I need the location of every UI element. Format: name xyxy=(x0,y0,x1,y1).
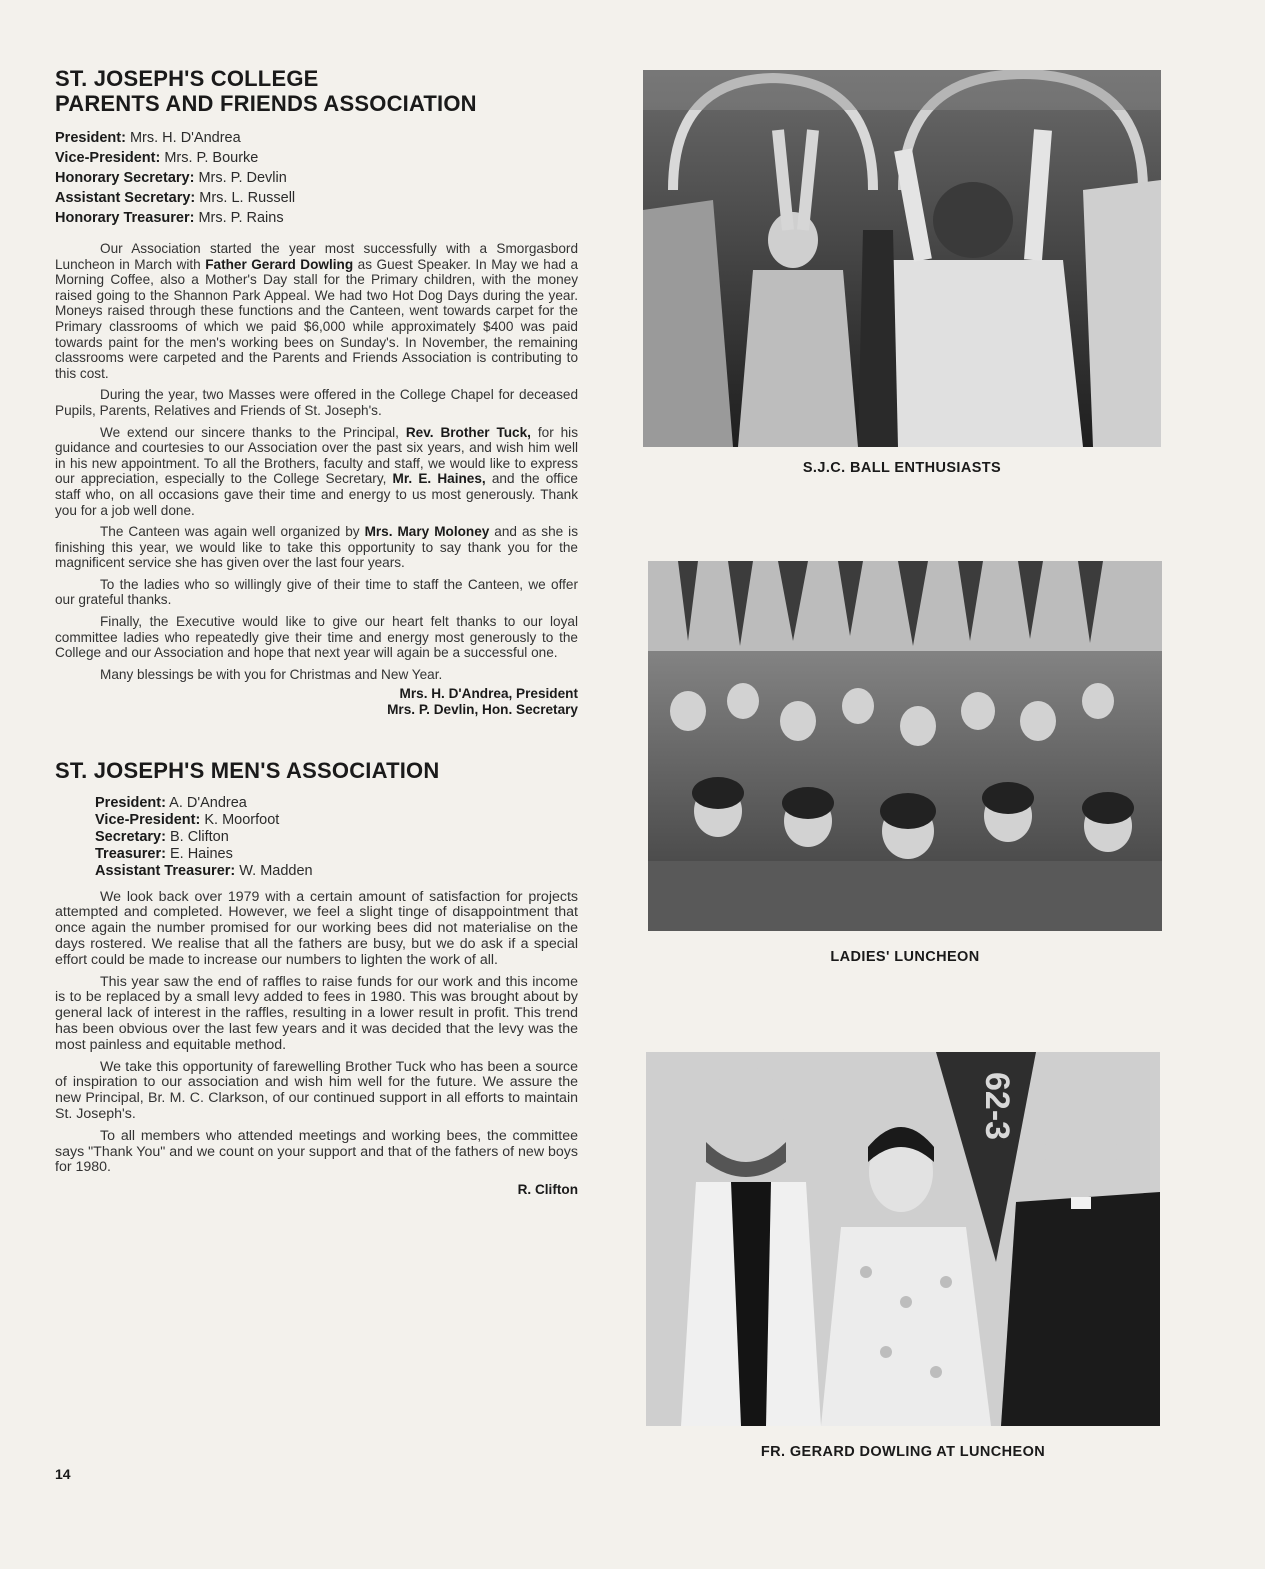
men-officer: President: A. D'Andrea xyxy=(95,794,247,811)
pa-officer: Honorary Secretary: Mrs. P. Devlin xyxy=(55,170,287,186)
pa-officers xyxy=(55,128,578,228)
pa-officer: Assistant Secretary: Mrs. L. Russell xyxy=(55,190,296,206)
pa-paragraph-5: To the ladies who so willingly give of their time to staff the Canteen, we offer our grateful thanks. xyxy=(55,576,578,608)
caption-ladies-luncheon: LADIES' LUNCHEON xyxy=(830,949,980,965)
photo-ladies-luncheon xyxy=(648,561,1162,931)
men-paragraph-4: To all members who attended meetings and working bees, the committee says "Thank You" and we count on your support and that of the fathers of new boys for 1980. xyxy=(55,1127,578,1176)
banner-text: 62-3 xyxy=(978,1072,1016,1141)
photo-ball-enthusiasts xyxy=(643,70,1161,447)
pa-signature-secretary: Mrs. P. Devlin, Hon. Secretary xyxy=(387,702,578,718)
pa-title xyxy=(55,66,578,116)
pa-paragraph-4: The Canteen was again well organized by Mrs. Mary Moloney and as she is finishing this year, we would like to take this opportunity to say thank you for the magnificent service she has given over the last four years. xyxy=(55,524,578,571)
men-officer: Secretary: B. Clifton xyxy=(95,828,229,845)
men-paragraph-1: We look back over 1979 with a certain amount of satisfaction for projects attempted and completed. However, we feel a slight tinge of disappointment that once again the number promised for our working bees did not materialise on the days rostered. We realise that all the fathers are busy, but we do ask if a special effort could be made to increase our numbers to lighten the work of all. xyxy=(55,888,578,968)
men-officer: Vice-President: K. Moorfoot xyxy=(95,811,280,828)
men-title: ST. JOSEPH'S MEN'S ASSOCIATION xyxy=(55,757,440,783)
pa-officer: President: Mrs. H. D'Andrea xyxy=(55,130,241,146)
men-paragraph-2: This year saw the end of raffles to raise funds for our work and this income is to be replaced by a small levy added to fees in 1980. This was brought about by general lack of interest in the raffles, resulting in a lower result in profit. This trend has been obvious over the last few years and it was decided that the levy was the most painless and equitable method. xyxy=(55,973,578,1053)
pa-paragraph-1: Our Association started the year most successfully with a Smorgasbord Luncheon in March with Father Gerard Dowling as Guest Speaker. In May we had a Morning Coffee, also a Mother's Day stall for the Primary children, with the money raised going to the Shannon Park Appeal. We had two Hot Dog Days during the year. Moneys raised through these functions and the Canteen, went towards carpet for the Primary classrooms of which we paid $6,000 while approximately $400 was paid towards paint for the men's working bees on Sunday's. In November, the remaining classrooms were carpeted and the Parents and Friends Association is contributing to this cost. xyxy=(55,241,579,381)
pa-title-line2: PARENTS AND FRIENDS ASSOCIATION xyxy=(55,91,477,116)
men-officer: Assistant Treasurer: W. Madden xyxy=(95,862,313,879)
photo-fr-gerard-dowling xyxy=(646,1052,1160,1426)
caption-ball-enthusiasts: S.J.C. BALL ENTHUSIASTS xyxy=(802,460,1002,476)
caption-fr-gerard-dowling: FR. GERARD DOWLING AT LUNCHEON xyxy=(760,1444,1046,1460)
pa-officer: Vice-President: Mrs. P. Bourke xyxy=(55,150,259,166)
men-paragraph-3: We take this opportunity of farewelling Brother Tuck who has been a source of inspiration to our association and wish him well for the future. We assure the new Principal, Br. M. C. Clarkson, of our continued support in all efforts to maintain St. Joseph's. xyxy=(55,1058,578,1122)
pa-title-line1: ST. JOSEPH'S COLLEGE xyxy=(55,66,319,91)
pa-paragraph-3: We extend our sincere thanks to the Principal, Rev. Brother Tuck, for his guidance and courtesies to our Association over the past six years, and wish him well in his new appointment. To all the Brothers, faculty and staff, we would like to express our appreciation, especially to the College Secretary, Mr. E. Haines, and the office staff who, on all occasions gave their time and energy to us most generously. Thank you for a job well done. xyxy=(55,424,578,518)
pa-officer: Honorary Treasurer: Mrs. P. Rains xyxy=(55,210,284,226)
men-officers xyxy=(55,795,578,880)
pa-signature-president: Mrs. H. D'Andrea, President xyxy=(399,686,578,702)
pa-paragraph-7: Many blessings be with you for Christmas and New Year. xyxy=(100,666,443,682)
pa-paragraph-2: During the year, two Masses were offered in the College Chapel for deceased Pupils, Parents, Relatives and Friends of St. Joseph's. xyxy=(55,387,578,418)
pa-paragraph-6: Finally, the Executive would like to give our heart felt thanks to our loyal committee ladies who repeatedly give their time and energy most generously to the College and our Association and hope that next year will again be a successful one. xyxy=(55,614,578,661)
men-signature: R. Clifton xyxy=(517,1182,578,1198)
page-number: 14 xyxy=(55,1466,71,1482)
men-officer: Treasurer: E. Haines xyxy=(95,845,233,862)
left-column xyxy=(55,66,578,1198)
